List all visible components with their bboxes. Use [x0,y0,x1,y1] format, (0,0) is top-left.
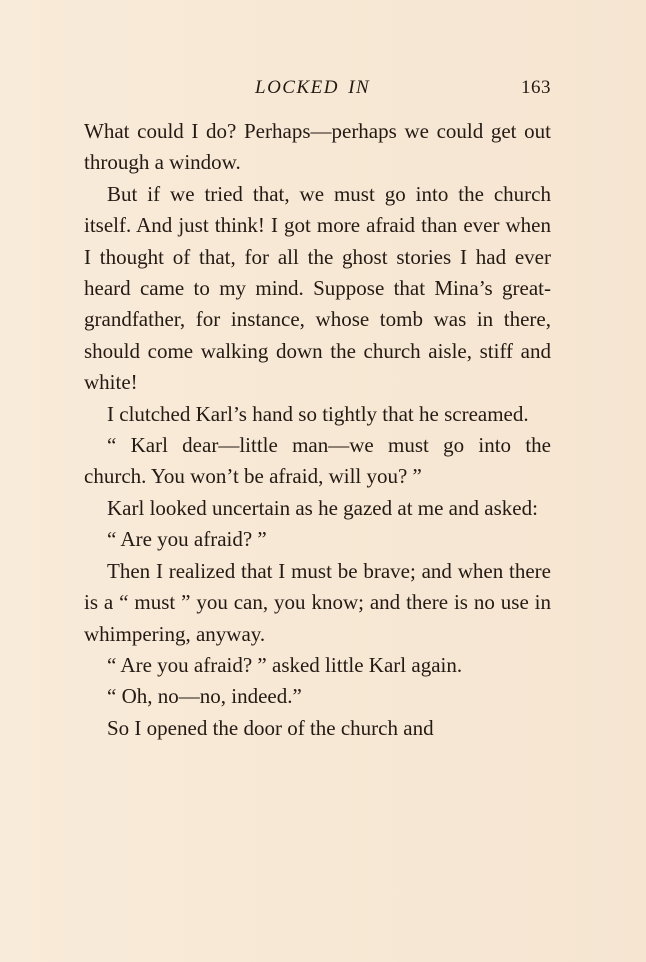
paragraph-window: What could I do? Perhaps—perhaps we could get out through a window. [84,119,551,175]
paragraph-asked-again: “ Are you afraid? ” asked little Karl again. [107,652,463,677]
body-text [84,116,551,744]
paragraph-karl-screamed: I clutched Karl’s hand so tightly that he screamed. [107,401,529,426]
paragraph-church-fear: But if we tried that, we must go into the church itself. And just think! I got more afraid than ever when I thought of that, for all the ghost stories I had ever heard came to my mind. Suppose that Mina’s great-grandfather, for instance, whose tomb was in there, should come walking down the church aisle, stiff and white! [84,181,551,395]
paragraph-opened-door: So I opened the door of the church and [107,715,434,740]
paragraph-karl-asked: Karl looked uncertain as he gazed at me and asked: [107,495,538,520]
running-title: LOCKED IN [255,77,371,98]
paragraph-karl-dear: “ Karl dear—little man—we must go into the church. You won’t be afraid, will you? ” [84,433,551,489]
paragraph-no-indeed: “ Oh, no—no, indeed.” [107,684,302,709]
paragraph-are-you-afraid: “ Are you afraid? ” [107,527,267,552]
page-number: 163 [521,77,551,98]
page-header [84,76,551,100]
paragraph-must-be-brave: Then I realized that I must be brave; and when there is a “ must ” you can, you know; and there is no use in whimpering, anyway. [84,558,551,646]
